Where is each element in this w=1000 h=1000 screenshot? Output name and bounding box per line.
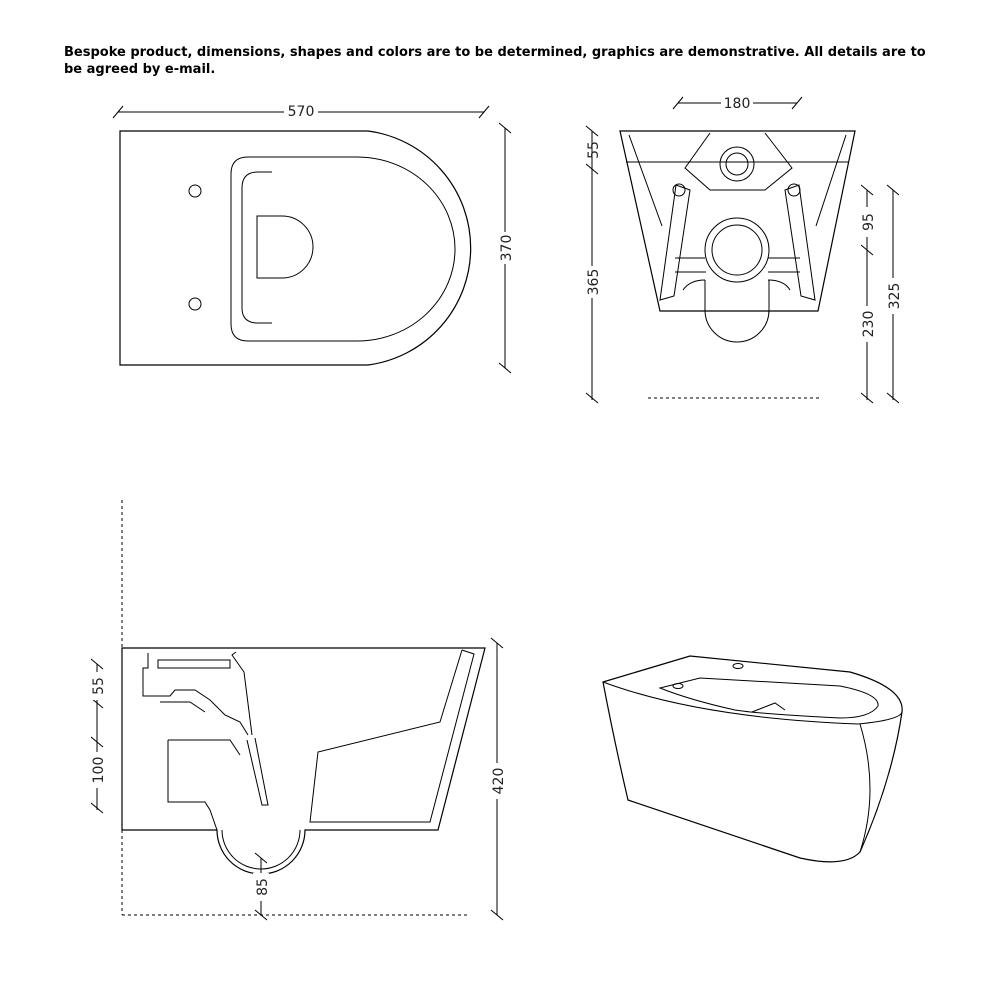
dim-total-height-label: 365 bbox=[586, 268, 602, 296]
dim-top-width-label: 180 bbox=[723, 96, 751, 112]
dim-outlet-label: 85 bbox=[255, 878, 271, 896]
side-flush-channel bbox=[143, 653, 248, 735]
dim-width-label: 570 bbox=[287, 104, 315, 120]
side-outer-profile bbox=[122, 648, 485, 874]
rear-view-bracket-right bbox=[785, 185, 815, 300]
seat-hole-icon bbox=[189, 185, 201, 197]
perspective-rim-edge bbox=[603, 682, 902, 724]
dim-overall-label: 325 bbox=[887, 282, 903, 310]
seat-hole-icon bbox=[733, 664, 743, 669]
side-trap-front-wall bbox=[232, 652, 268, 805]
fixing-hole-icon bbox=[788, 184, 800, 196]
rear-view-bracket-left bbox=[660, 185, 690, 300]
dim-top-band-label: 55 bbox=[586, 141, 602, 159]
dim-height-label: 420 bbox=[491, 767, 507, 795]
rear-view-outline bbox=[620, 131, 855, 311]
dim-top-offset-label: 55 bbox=[91, 677, 107, 695]
dim-depth-label: 370 bbox=[499, 234, 515, 262]
inlet-pipe-icon bbox=[720, 147, 754, 181]
top-view bbox=[113, 103, 515, 373]
top-view-drain bbox=[257, 216, 313, 278]
perspective-bowl-drain bbox=[752, 703, 785, 712]
seat-hole-icon bbox=[673, 684, 683, 689]
dim-inlet-height-label: 100 bbox=[91, 756, 107, 784]
seat-hole-icon bbox=[189, 298, 201, 310]
inlet-pipe-inner-icon bbox=[726, 153, 748, 175]
side-flush-slot bbox=[158, 660, 230, 668]
side-section-view bbox=[89, 500, 507, 920]
top-view-outline bbox=[120, 131, 471, 365]
outlet-pipe-inner-icon bbox=[712, 225, 762, 275]
dim-lower-hole-label: 230 bbox=[861, 310, 877, 338]
side-outlet-channel bbox=[168, 740, 240, 830]
perspective-outline bbox=[603, 656, 902, 862]
disclaimer-note: Bespoke product, dimensions, shapes and colors are to be determined, graphics are demonstrative. All details are to be agreed by e-mail. bbox=[64, 45, 926, 77]
dim-upper-hole-label: 95 bbox=[861, 213, 877, 231]
outlet-pipe-icon bbox=[705, 218, 769, 282]
rear-view-supports bbox=[675, 258, 800, 290]
rear-view bbox=[584, 95, 903, 403]
top-view-bowl-rim bbox=[231, 157, 455, 341]
perspective-view bbox=[603, 656, 902, 862]
perspective-bowl-opening bbox=[660, 678, 878, 718]
side-bowl-inner bbox=[310, 650, 474, 822]
